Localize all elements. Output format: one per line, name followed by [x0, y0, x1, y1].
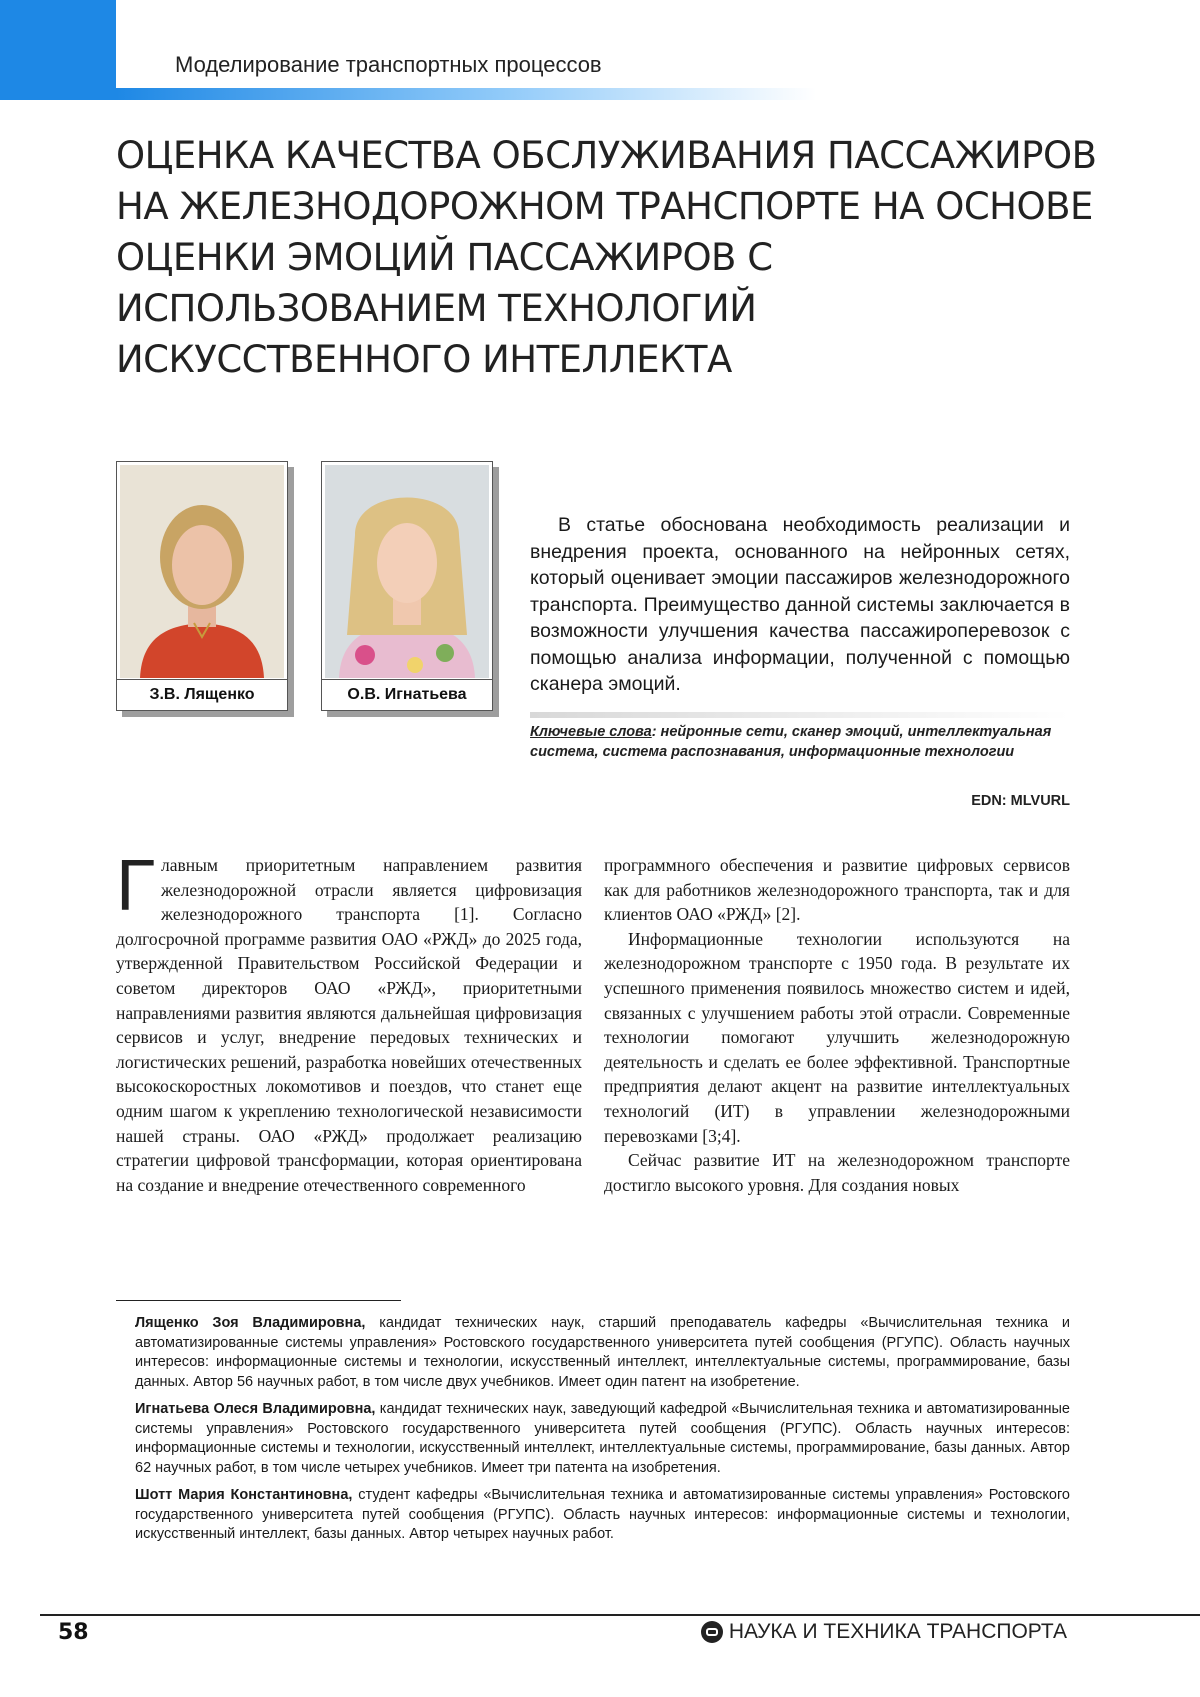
keywords-text: : нейронные сети, сканер эмоций, интеллектуальная система, система распознавания, информационные технологии	[530, 724, 1052, 760]
footnote-author-name: Шотт Мария Константиновна,	[135, 1487, 353, 1503]
author-caption: З.В. Лященко	[117, 679, 287, 710]
train-logo-icon	[701, 1621, 723, 1643]
keywords-label: Ключевые слова	[530, 724, 652, 740]
footer-rule	[40, 1614, 1200, 1616]
author-footnotes	[135, 1314, 1070, 1553]
body-paragraph: Информационные технологии используются на железнодорожном транспорте с 1950 года. В результате их успешного применения появилось множество систем и идей, связанных с улучшением работы этой отрасли. Современные технологии помогают улучшить железнодорожную деятельность и сделать ее более эффективной. Транспортные предприятия делают акцент на развитие интеллектуальных технологий (ИТ) в управлении железнодорожными перевозками [3;4].	[604, 928, 1070, 1146]
journal-title: НАУКА И ТЕХНИКА ТРАНСПОРТА	[728, 1620, 1067, 1643]
keywords	[530, 722, 1075, 762]
footnote-text: студент кафедры «Вычислительная техника и автоматизированные системы управления» Ростовского государственного университета путей сообщения (РГУПС). Область научных интересов: информационные системы и технологии, искусственный интеллект, базы данных. Автор четырех научных работ.	[135, 1487, 1070, 1542]
header-accent-block	[0, 0, 116, 100]
author-card-lyashchenko	[116, 461, 288, 711]
abstract: В статье обоснована необходимость реализации и внедрения проекта, основанного на нейронных сетях, который оценивает эмоции пассажиров железнодорожного транспорта. Преимущество данной системы заключается в возможности улучшения качества пассажироперевозок с помощью анализа информации, полученной с помощью сканера эмоций.	[530, 514, 1070, 695]
journal-name	[701, 1620, 1067, 1644]
author-photo	[325, 465, 489, 678]
section-title: Моделирование транспортных процессов	[175, 52, 602, 77]
footnote-author-name: Лященко Зоя Владимировна,	[135, 1315, 366, 1331]
footnote-text: кандидат технических наук, старший преподаватель кафедры «Вычислительная техника и автоматизированные системы управления» Ростовского государственного университета путей сообщения (РГУПС). Область научных интересов: информационные системы и технологии, искусственный интеллект, интеллектуальные системы, программирование, базы данных. Автор 56 научных работ, в том числе двух учебников. Имеет один патент на изобретение.	[135, 1315, 1070, 1390]
author-caption: О.В. Игнатьева	[322, 679, 492, 710]
body-column-right	[604, 853, 1070, 1197]
keywords-divider	[530, 712, 1070, 718]
footnote-rule	[116, 1300, 401, 1301]
body-column-left	[116, 846, 582, 1197]
header-gradient-bar	[116, 88, 816, 100]
page-number: 58	[58, 1620, 89, 1645]
author-photo	[120, 465, 284, 678]
edn-code: EDN: MLVURL	[971, 793, 1070, 809]
footnote-item	[135, 1400, 1070, 1478]
footnote-item	[135, 1314, 1070, 1392]
drop-cap: Г	[116, 846, 155, 926]
article-title: ОЦЕНКА КАЧЕСТВА ОБСЛУЖИВАНИЯ ПАССАЖИРОВ НА ЖЕЛЕЗНОДОРОЖНОМ ТРАНСПОРТЕ НА ОСНОВЕ ОЦЕНКИ ЭМОЦИЙ ПАССАЖИРОВ С ИСПОЛЬЗОВАНИЕМ ТЕХНОЛОГИЙ ИСКУССТВЕННОГО ИНТЕЛЛЕКТА	[116, 134, 1097, 381]
body-paragraph: лавным приоритетным направлением развития железнодорожной отрасли является цифровизация железнодорожного транспорта [1]. Согласно долгосрочной программе развития ОАО «РЖД» до 2025 года, утвержденной Правительством Российской Федерации и советом директоров ОАО «РЖД», приоритетными направлениями развития являются дальнейшая цифровизация сервисов и услуг, внедрение передовых технических и логистических решений, разработка новейших отечественных высокоскоростных локомотивов и поездов, что станет еще одним шагом к укреплению технологической независимости нашей страны. ОАО «РЖД» продолжает реализацию стратегии цифровой трансформации, которая ориентирована на создание и внедрение отечественного современного	[116, 855, 582, 1195]
author-card-ignatieva	[321, 461, 493, 711]
body-paragraph: Сейчас развитие ИТ на железнодорожном транспорте достигло высокого уровня. Для создания новых	[604, 1150, 1070, 1195]
footnote-author-name: Игнатьева Олеся Владимировна,	[135, 1401, 376, 1417]
body-paragraph: программного обеспечения и развитие цифровых сервисов как для работников железнодорожного транспорта, так и для клиентов ОАО «РЖД» [2].	[604, 855, 1070, 925]
footnote-text: кандидат технических наук, заведующий кафедрой «Вычислительная техника и автоматизированные системы управления» Ростовского государственного университета путей сообщения (РГУПС). Область научных интересов: информационные системы и технологии, искусственный интеллект, интеллектуальные системы, программирование, базы данных. Автор 62 научных работ, в том числе четырех учебников. Имеет три патента на изобретения.	[135, 1401, 1070, 1476]
footnote-item	[135, 1486, 1070, 1545]
